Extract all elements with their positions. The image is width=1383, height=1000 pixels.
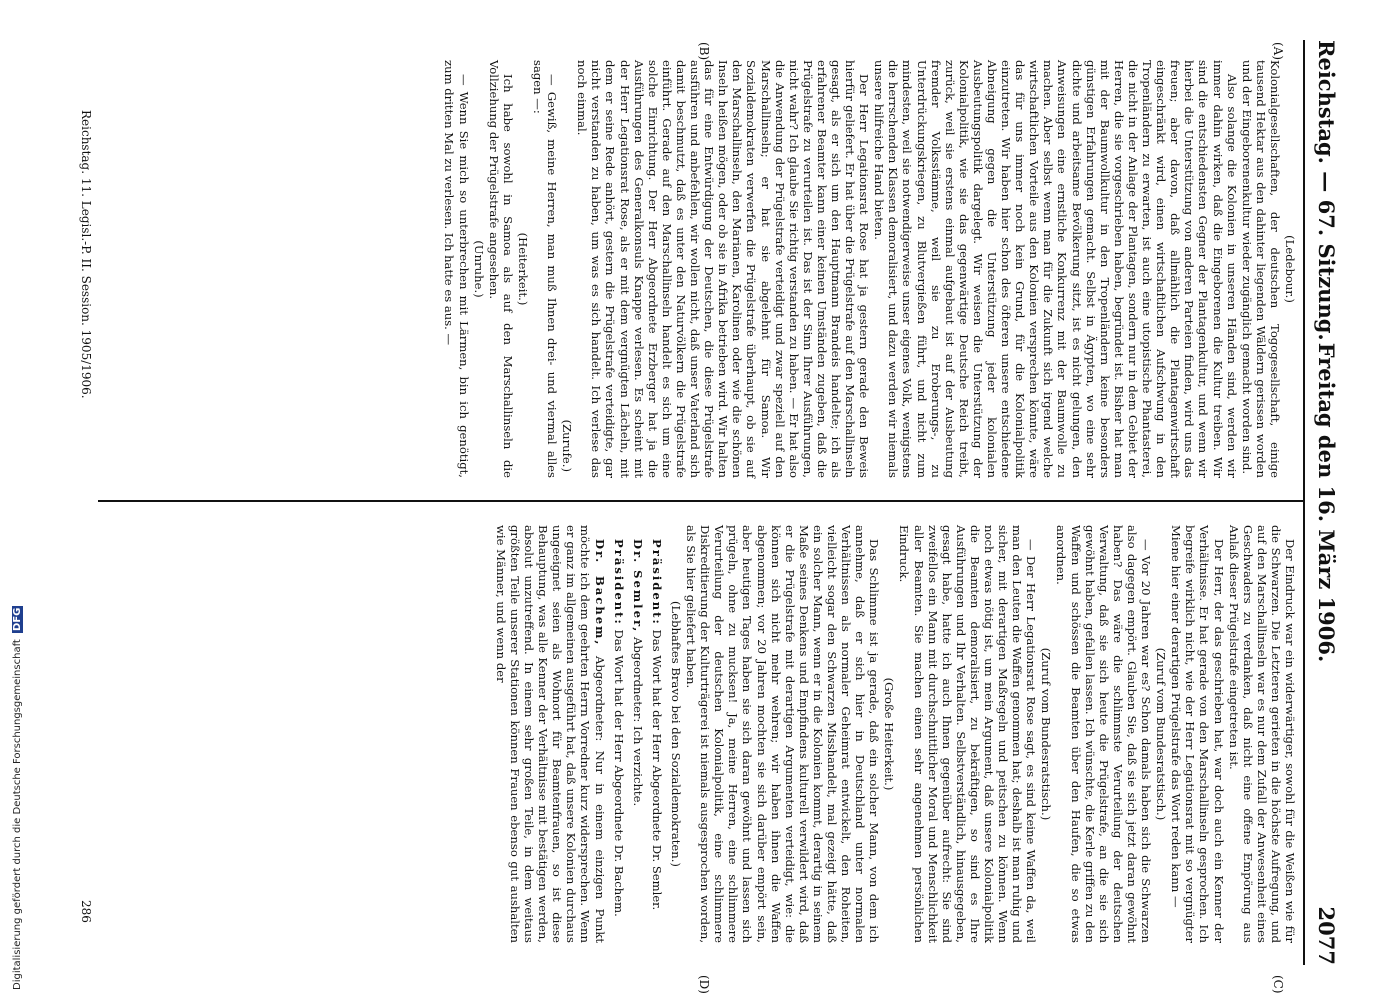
- paragraph: — Vor 20 Jahren war es? Schon damals haben sich die Schwarzen also dagegen empört. Glauben Sie, daß sie sich jetzt daran gewöhnt haben? Das wäre die schlimmste Verurteilung der deutschen Verwaltung, daß sie sich heute die Prügelstrafe, an die sie sich gewöhnt haben, gefallen lassen. Ich wünschte, die Kerle griffen zu den Waffen und schössen die Beamten über den Haufen, die so etwas anordnen.: [1054, 525, 1154, 943]
- speaker-label: Präsident:: [649, 539, 664, 626]
- paragraph: Kolonialgesellschaften, der deutschen Togogesellschaft, einige tausend Hektar aus den dahinter liegenden Wäldern gerissen worden und der Eingeborenenkultur wieder zugänglich gemacht worden sind.: [1239, 60, 1282, 478]
- margin-mark-b: (B): [697, 42, 711, 61]
- speaker-label: Dr. Semler,: [630, 539, 645, 634]
- interjection: (Große Heiterkeit.): [882, 677, 897, 791]
- header-session: Reichstag. — 67. Sitzung.: [1314, 40, 1339, 341]
- paragraph: — Der Herr Legationsrat Rose sagt, es sind keine Waffen da, weil man den Leuten die Waffen genommen hat; deshalb ist man ruhig und sicher, mit derartigen Maßregeln und peitschen zu können. Wenn noch etwas nötig ist, um mein Argument, daß unsere Kolonialpolitik die Beamten demoralisiert, zu bekräftigen, so sind es Ihre Ausführungen und Ihr Verhalten. Selbstverständlich, hinausgegeben, gesagt habe, hatte ich auch Ihnen gegenüber aufrecht: Sie sind zweifellos ein Mann mit durchschnittlicher Moral und Menschlichkeit aller Beamten. Sie machen einen sehr angenehmen persönlichen Eindruck.: [897, 525, 1039, 943]
- footer-session-info: Reichstag. 11. Legisl.-P. II. Session. 1905/1906.: [79, 110, 93, 399]
- interjection: (Lebhaftes Bravo bei den Sozialdemokraten.): [668, 601, 683, 867]
- margin-mark-a: (A): [1271, 42, 1285, 61]
- digitization-note-text: [12, 606, 23, 990]
- interjection: (Zuruf vom Bundesratstisch.): [1154, 647, 1169, 821]
- speaker-text: Das Wort hat der Herr Abgeordnete Dr. Semler.: [649, 629, 664, 911]
- interjection: (Zuruf vom Bundesratstisch.): [1039, 647, 1054, 821]
- dfg-logo-icon: DFG: [12, 607, 23, 631]
- quote: Ich habe sowohl in Samoa als auf den Marschallinseln die Vollziehung der Prügelstrafe angesehen.: [486, 60, 515, 478]
- header-page-number: 2077: [1314, 906, 1339, 965]
- speaker-text: Abgeordneter: Ich verzichte.: [630, 636, 645, 807]
- paragraph: Der Eindruck war ein widerwärtiger, sowohl für die Weißen wie für die Schwarzen. Die Letzteren gerieten in die höchste Aufregung, und auf den Marschallinseln war es nur dem Zufall der Anwesenheit eines Geschwaders zu verdanken, daß nicht eine offene Empörung aus Anlaß dieser Prügelstrafe eingetreten ist.: [1226, 525, 1297, 943]
- right-column: [493, 525, 1297, 943]
- footer-sheet-number: 286: [79, 900, 93, 923]
- margin-mark-d: (D): [697, 975, 711, 994]
- speaker-label: Präsident:: [611, 539, 626, 626]
- president-remark: [612, 525, 626, 943]
- paragraph: — Wenn Sie mich so unterbrechen mit Lärmen, bin ich genötigt, zum dritten Mal zu verlesen. Ich hatte es aus. —: [442, 60, 471, 478]
- speaker-tag: (Ledebour.): [1283, 235, 1297, 303]
- paragraph: Der Herr Legationsrat Rose hat ja gestern gerade den Beweis hierfür geliefert. Er hat über die Prügelstrafe auf den Marschallinseln gesagt, als er sich um den Hauptmann Brandeis handelte; ich als erfahrener Beamter kann einer keinen Umständen zugeben, daß die Prügelstrafe zu verurteilen ist. Das ist der Sinn Ihrer Ausführungen, nicht wahr? Ich glaube Sie richtig verstanden zu haben. — Er hat also die Anwendung der Prügelstrafe verteidigt und zwar speziell auf den Marschallinseln; er hat sie abgelehnt für Samoa. Wir Sozialdemokraten verwerfen die Prügelstrafe überhaupt, ob sie auf den Marschallinseln, den Marianen, Karolinen oder wie die schönen Inseln heißen mögen, oder ob sie in Afrika betrieben wird. Wir halten das für eine Entwürdigung der Deutschen, die diese Prügelstrafe ausführen und anbefehlen, wir wollen nicht, daß unser Vaterland sich damit beschmutzt, daß es unter den Naturvölkern die Prügelstrafe einführt. Gerade auf den Marschallinseln handelt es sich um eine solche Einrichtung. Der Herr Abgeordnete Erzberger hat ja die Ausführungen des Generalkonsuls Knappe verlesen. Es scheint mit der Herr Legationsrat Rose, als er mit dem vergnügten Lächeln, mit dem er seine Rede anhört, gestern die Prügelstrafe verteidigte, gar nicht verstanden zu haben, um was es sich handelt. Ich verlese das noch einmal.: [575, 60, 872, 478]
- column-divider: [98, 500, 1303, 502]
- header-rule: [1303, 40, 1305, 965]
- paragraph: — Gewiß, meine Herren, man muß Ihnen drei- und viermal alles sagen —:: [531, 60, 560, 478]
- page-header: [1305, 40, 1345, 965]
- speaker-text: Das Wort hat der Herr Abgeordnete Dr. Bachem.: [611, 629, 626, 917]
- paragraph: Das Schlimme ist ja gerade, daß ein solcher Mann, von dem ich annehme, daß er sich hier in Deutschland unter normalen Verhältnissen als normaler Geheimrat entwickelt, den Roheiten, vielleicht sogar den Schwarzen Misshandelt, mal gezeigt hätte, daß ein solcher Mann, wenn er in die Kolonien kommt, derartig in seinem Maße seines Denkens und Empfindens kulturell verwildert wird, daß er die Prügelstrafe mit derartigen Argumenten verteidigt, wie: die können sich nicht mehr wehren; wir haben ihnen die Waffen abgenommen; vor 20 Jahren mochten sie sich darüber empört sein, aber heutigen Tages haben sie sich daran gewöhnt und lassen sich prügeln, ohne zu mucksen! Ja, meine Herren, eine schlimmere Verurteilung der deutschen Kolonialpolitik, eine schlimmere Diskreditierung der Kulturträgerei ist niemals ausgesprochen worden, als Sie hier geliefert haben.: [684, 525, 882, 943]
- president-remark: [650, 525, 664, 943]
- interjection: (Unruhe.): [471, 240, 486, 298]
- left-column: [441, 60, 1297, 478]
- interjection: (Heiterkeit.): [515, 232, 530, 306]
- speaker-label: Dr. Bachem,: [592, 539, 607, 647]
- speaker-text: Abgeordneter: Nur in einem einzigen Punkt möchte ich dem geehrten Herrn Vorredner kurz widersprechen. Wenn er ganz im allgemeinen ausgeführt hat, daß unsere Kolonien durchaus ungeeignet seien als Wohnort für Beamtenfrauen, so ist diese Behauptung, was alle Kenner der Verhältnisse mit bestätigen werden, absolut unzutreffend. In einem sehr großen Teile, in dem weitaus größten Teile unserer Stationen können Frauen ebenso gut aushalten wie Männer, und wenn der: [493, 525, 607, 944]
- margin-mark-c: (C): [1271, 975, 1285, 994]
- paragraph: Der Herr, der das geschrieben hat, war doch auch ein Kenner der Verhältnisse. Er hat gerade von den Marschallinseln gesprochen. Ich begreife wirklich nicht, wie der Herr Legationsrat mit so vergnügter Miene hier einer derartigen Prügelstrafe das Wort reden kann —: [1169, 525, 1226, 943]
- interjection: (Zurufe.): [560, 419, 575, 472]
- paragraph: Also solange die Kolonien in unseren Händen sind, werden wir immer dahin wirken, daß die Eingeborenen die Kultur treiben. Wir sind die entschiedensten Gegner der Plantagenkultur, und wenn wir hierbei die Unterstützung von anderen Parteien finden, wird uns das freuen; aber davon, daß allmählich die Plantagenwirtschaft eingeschränkt wird, einen wirtschaftlichen Aufschwung in den Tropenländern zu erwarten, ist auch eine utopistische Phantasterei, die nicht in der Anlage der Plantagen, sondern nur in dem Gebiet der Herren, die sie vorgeschrieben haben, begründet ist. Bisher hat man mit der Baumwollkultur in den Tropenländern keine besonders günstigen Erfahrungen gemacht. Selbst in Ägypten, wo eine sehr dichte und arbeitsame Bevölkerung sitzt, ist es nicht gelungen, den Anweisungen eine ernstliche Konkurrenz mit der Baumwolle zu machen. Aber selbst wenn man für die Zukunft sich irgend welche wirtschaftlichen Vorteile aus den Kolonien versprechen könnte, wäre das für uns immer noch kein Grund, für die Kolonialpolitik einzutreten. Wir haben hier schon des öfteren unsere entschiedene Abneigung gegen die Unterstützung jeder kolonialen Ausbeutungspolitik dargelegt. Wir weisen die Unterstützung der Kolonialpolitik, wie sie das gegenwärtige Deutsche Reich treibt, zurück, weil sie erstens einmal aufgebaut ist auf der Ausbeutung fremder Volksstämme, weil sie zu Eroberungs-, zu Unterdrückungskriegen, zu Blutvergießen führt, und nicht zum mindesten, weil sie notwendigerweise unser eigenes Volk, wenigstens die herrschenden Klassen demoralisiert, und dazu werden wir niemals unsere hilfreiche Hand bieten.: [872, 60, 1239, 478]
- digitization-text: Digitalisierung gefördert durch die Deutsche Forschungsgemeinschaft: [12, 639, 23, 990]
- digitization-note: [0, 600, 24, 1000]
- bachem-remark: [494, 525, 607, 943]
- header-date: Freitag den 16. März 1906.: [1314, 342, 1339, 663]
- semler-remark: [631, 525, 645, 943]
